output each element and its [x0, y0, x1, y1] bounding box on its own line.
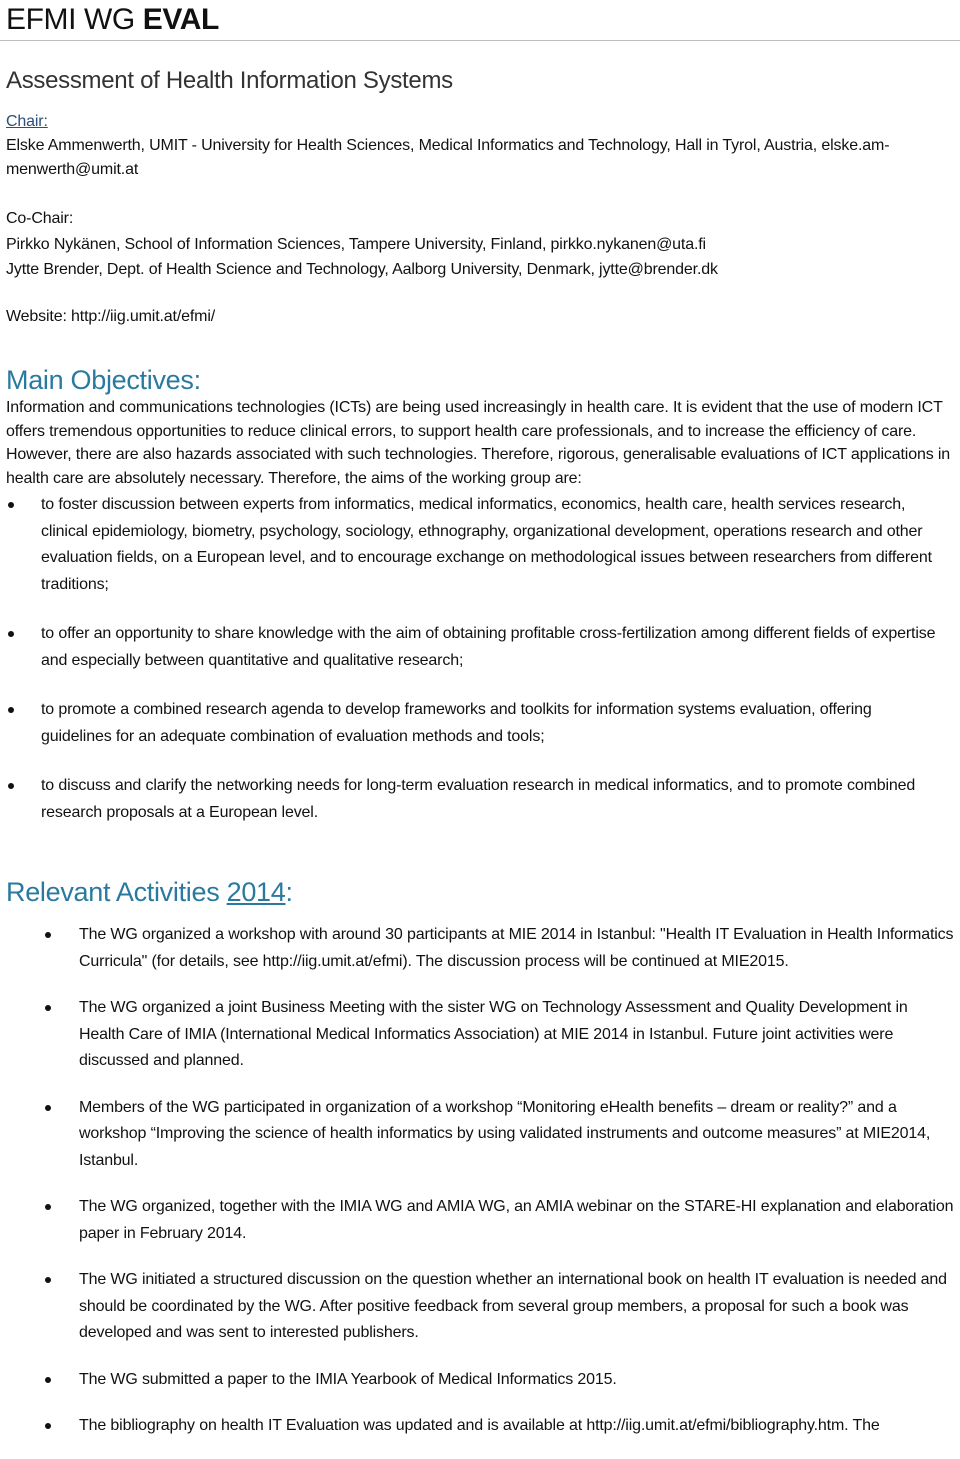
website-link[interactable]: Website: http://iig.umit.at/efmi/	[6, 308, 216, 325]
list-item	[0, 1095, 960, 1175]
page-header	[0, 0, 960, 41]
page-title	[6, 0, 219, 40]
bullet-icon	[8, 502, 14, 508]
objectives-list	[0, 492, 960, 826]
list-item-text: The WG submitted a paper to the IMIA Yearbook of Medical Informatics 2015.	[79, 1370, 617, 1388]
objectives-intro: Information and communications technologies (ICTs) are being used increasingly in health care. It is evident that the use of modern ICT offers tremendous opportunities to reduce clinical errors, to support health care professionals, and to increase the efficiency of care. However, there are also hazards associated with such technologies. Therefore, rigorous, generalisable evaluations of ICT applications in health care are absolutely necessary. Therefore, the aims of the working group are:	[6, 399, 950, 487]
bullet-icon	[8, 631, 14, 637]
bullet-icon	[8, 783, 14, 789]
objectives-title: Main Objectives:	[6, 365, 201, 395]
chair-line-1: Elske Ammenwerth, UMIT - University for Health Sciences, Medical Informatics and Technology, Hall in Tyrol, Austria, elske.am-	[6, 137, 890, 154]
list-item	[0, 492, 960, 598]
activities-year-link[interactable]: 2014	[226, 877, 286, 907]
list-item-text: The WG organized, together with the IMIA WG and AMIA WG, an AMIA webinar on the STARE-HI explanation and elaboration paper in February 2014.	[79, 1198, 954, 1242]
bullet-icon	[45, 1105, 51, 1111]
list-item-text: The WG initiated a structured discussion on the question whether an international book on health IT evaluation is needed and should be coordinated by the WG. After positive feedback from several group members, a proposal for such a book was developed and was sent to interested publishers.	[79, 1271, 947, 1341]
chair-label: Chair:	[6, 113, 48, 130]
bullet-icon	[45, 1277, 51, 1283]
chair-line-2: menwerth@umit.at	[6, 161, 139, 178]
list-item	[0, 1194, 960, 1247]
bullet-icon	[45, 932, 51, 938]
list-item-text: to foster discussion between experts from informatics, medical informatics, economics, health care, health services research, clinical epidemiology, biometry, psychology, sociology, ethnography, organizational development, operations research and other evaluation fields, on a European level, and to encourage exchange on methodological issues between researchers from different traditions;	[41, 496, 932, 593]
activities-title-suffix: :	[285, 877, 293, 907]
list-item-text: The WG organized a workshop with around 30 participants at MIE 2014 in Istanbul: "Health IT Evaluation in Health Informatics Curricula" (for details, see http://iig.umit.at/efmi). The discussion process will be continued at MIE2015.	[79, 926, 954, 970]
list-item	[0, 1413, 960, 1440]
title-bold: EVAL	[142, 3, 219, 36]
cochair-line-1: Pirkko Nykänen, School of Information Sciences, Tampere University, Finland, pirkko.nykanen@uta.fi	[6, 236, 706, 253]
bullet-icon	[45, 1204, 51, 1210]
bullet-icon	[45, 1423, 51, 1429]
list-item	[0, 1267, 960, 1347]
activities-title	[6, 875, 293, 909]
list-item-text: to offer an opportunity to share knowledge with the aim of obtaining profitable cross-fertilization among different fields of expertise and especially between quantitative and qualitative research;	[41, 625, 936, 669]
list-item	[0, 697, 960, 750]
activities-list	[0, 922, 960, 1440]
title-prefix: EFMI WG	[6, 3, 143, 36]
bullet-icon	[8, 707, 14, 713]
bullet-icon	[45, 1377, 51, 1383]
list-item	[0, 1367, 960, 1394]
cochair-line-2: Jytte Brender, Dept. of Health Science and Technology, Aalborg University, Denmark, jytte@brender.dk	[6, 261, 718, 278]
list-item-text: Members of the WG participated in organization of a workshop “Monitoring eHealth benefits – dream or reality?” and a workshop “Improving the science of health informatics by using validated instruments and outcome measures” at MIE2014, Istanbul.	[79, 1098, 931, 1169]
list-item	[0, 621, 960, 674]
activities-title-prefix: Relevant Activities	[6, 877, 227, 907]
list-item-text: The WG organized a joint Business Meeting with the sister WG on Technology Assessment and Quality Development in Health Care of IMIA (International Medical Informatics Association) at MIE 2014 in Istanbul. Future joint activities were discussed and planned.	[79, 999, 908, 1069]
list-item-text: to discuss and clarify the networking needs for long-term evaluation research in medical informatics, and to promote combined research proposals at a European level.	[41, 777, 916, 821]
list-item	[0, 922, 960, 975]
list-item	[0, 773, 960, 826]
cochair-label: Co-Chair:	[6, 210, 74, 227]
list-item	[0, 995, 960, 1075]
page-subtitle: Assessment of Health Information Systems	[6, 67, 453, 94]
list-item-text: The bibliography on health IT Evaluation was updated and is available at http://iig.umit.at/efmi/bibliography.htm. The	[79, 1417, 880, 1434]
list-item-text: to promote a combined research agenda to develop frameworks and toolkits for information systems evaluation, offering guidelines for an adequate combination of evaluation methods and tools;	[41, 701, 872, 745]
bullet-icon	[45, 1005, 51, 1011]
